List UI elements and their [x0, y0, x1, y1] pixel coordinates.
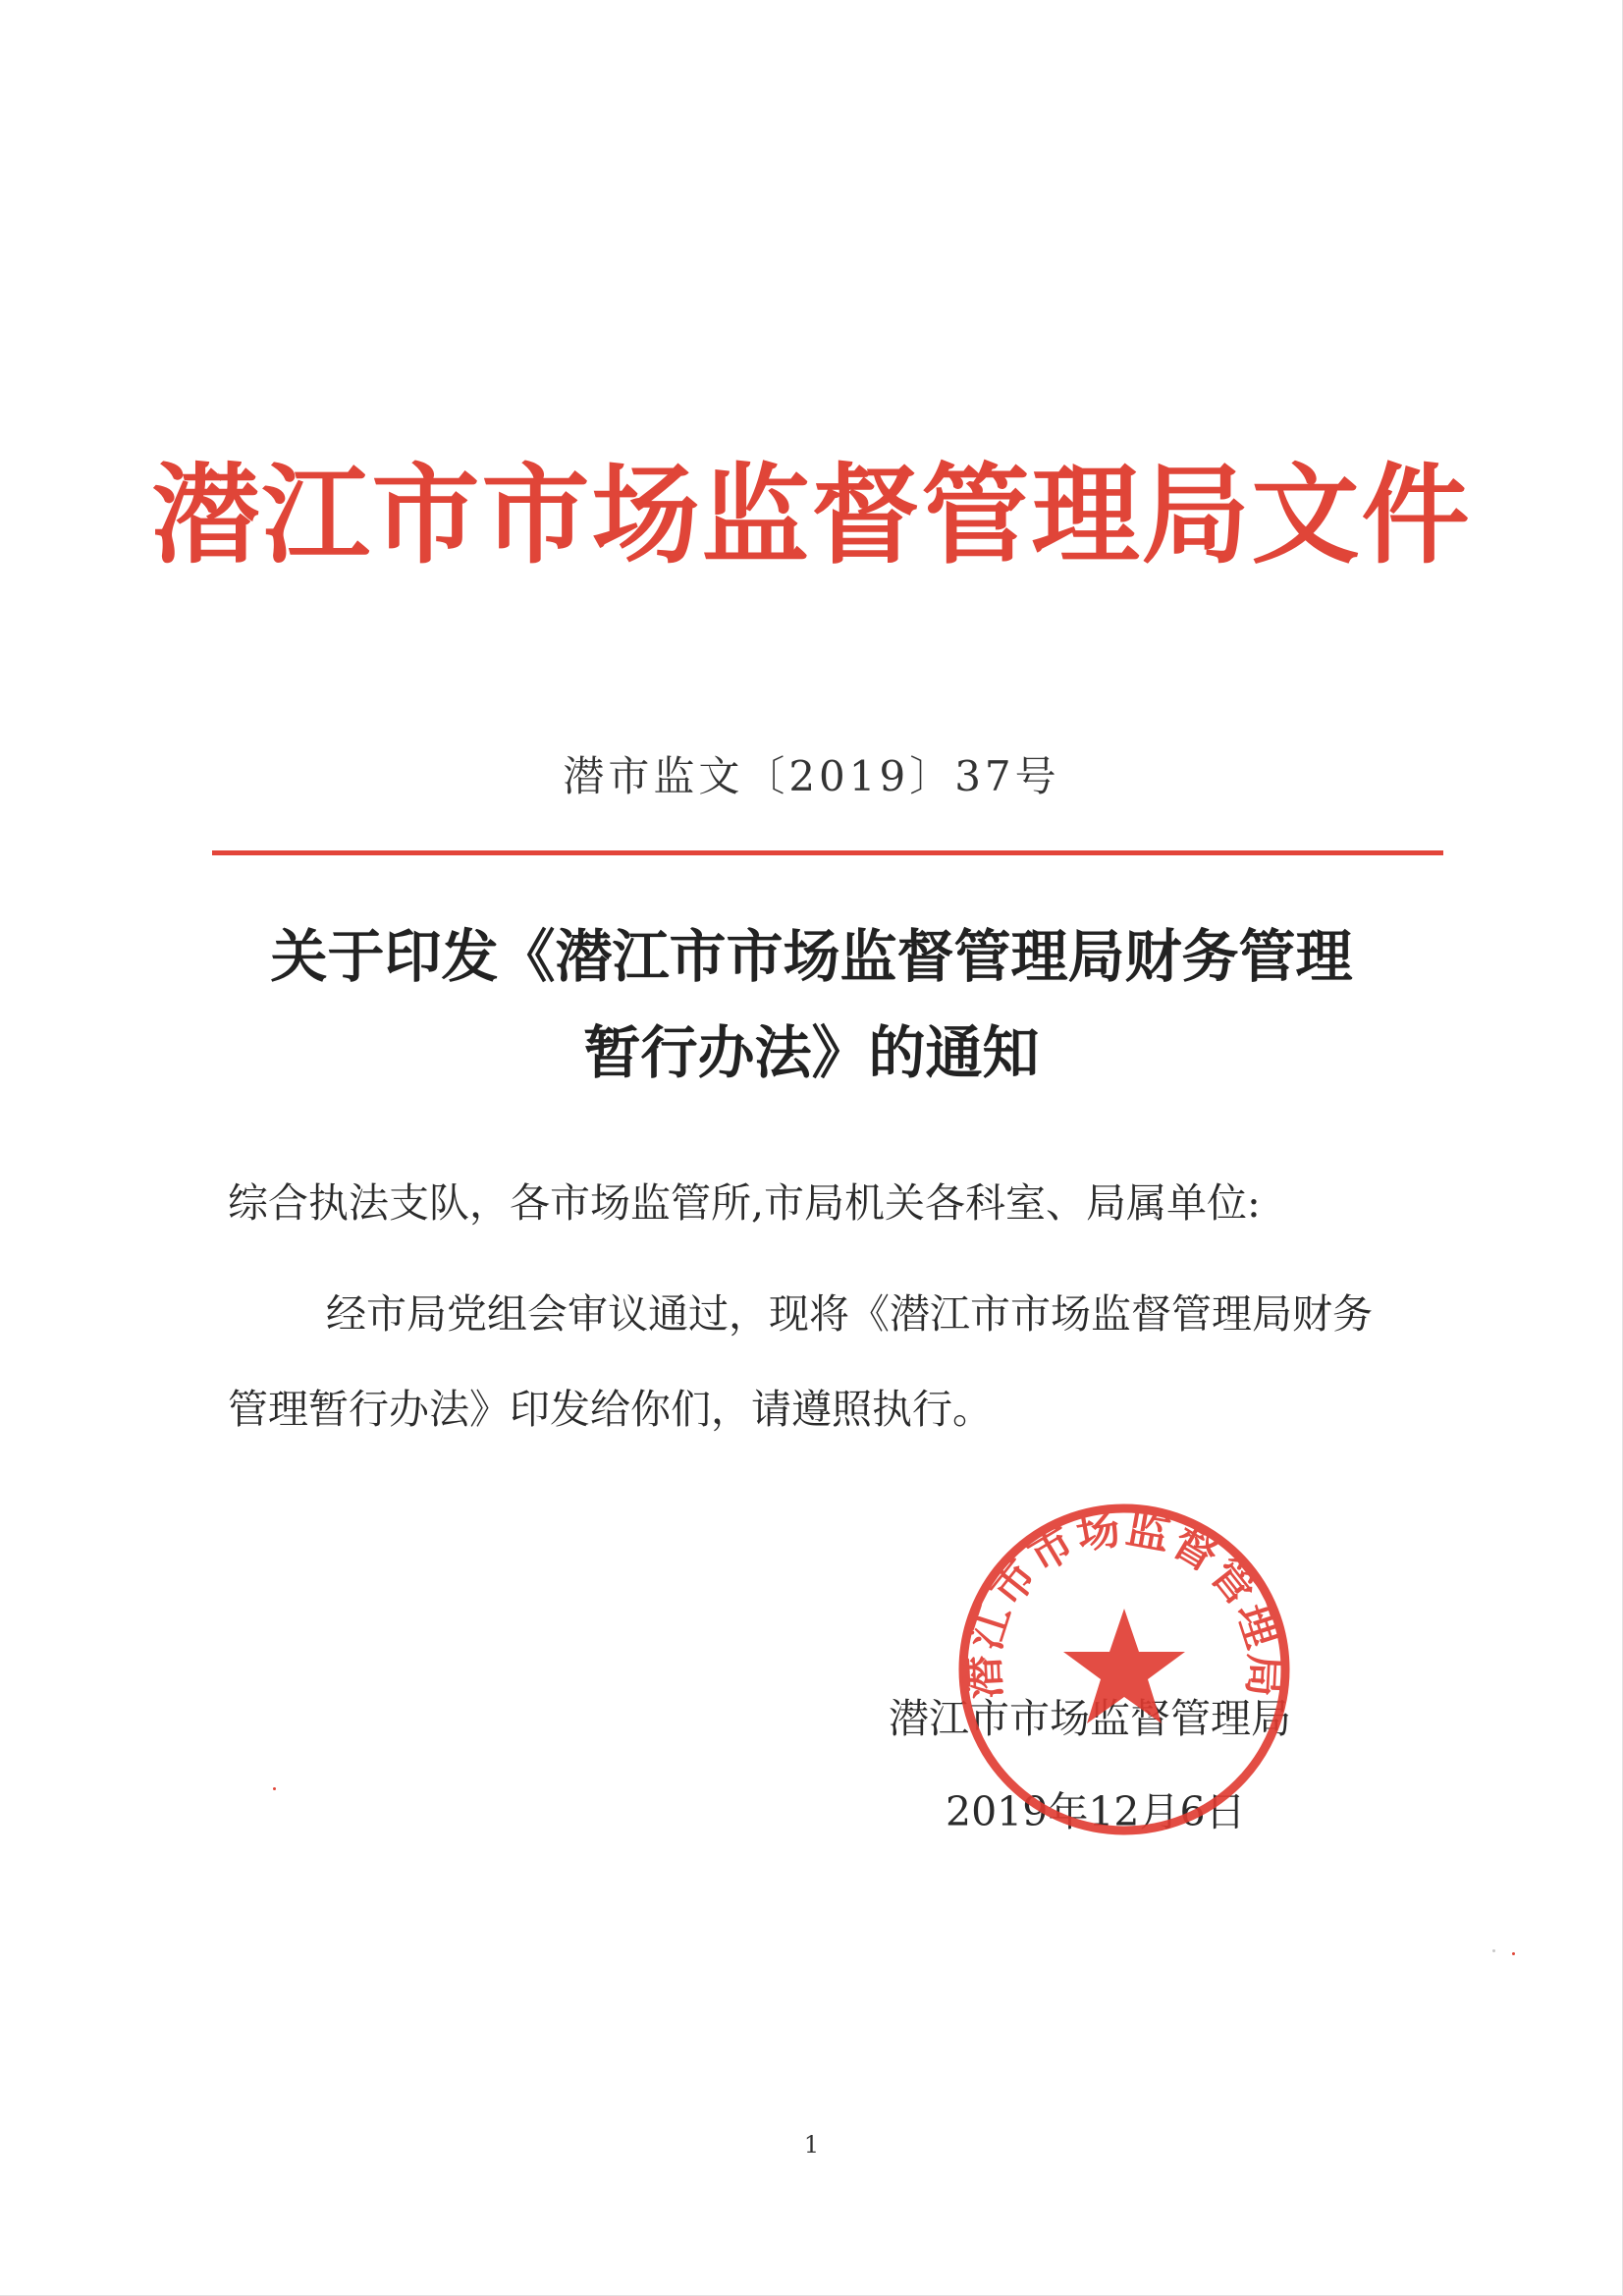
document-header-title: 潜江市市场监督管理局文件: [151, 452, 1472, 578]
document-title-line-2: 暂行办法》的通知: [583, 1019, 1040, 1086]
body-paragraph: [228, 1267, 1445, 1457]
recipients-line: 综合执法支队，各市场监管所,市局机关各科室、局属单位:: [228, 1179, 1261, 1227]
body-paragraph-line-2: 管理暂行办法》印发给你们，请遵照执行。: [228, 1386, 993, 1433]
signature-organization: 潜江市市场监督管理局: [889, 1695, 1291, 1742]
scan-speck: [1512, 1952, 1515, 1955]
document-title-line-1: 关于印发《潜江市市场监督管理局财务管理: [270, 923, 1353, 990]
body-paragraph-line-1: 经市局党组会审议通过，现将《潜江市市场监督管理局财务: [326, 1290, 1373, 1338]
star-icon: [1063, 1609, 1185, 1723]
official-seal: [957, 1503, 1291, 1836]
seal-text: 潜江市市场监督管理局: [958, 1503, 1290, 1701]
document-title: [196, 908, 1427, 1101]
signature-date: 2019年12月6日: [946, 1788, 1246, 1835]
header-divider-line: [212, 850, 1443, 855]
scan-speck: [1492, 1949, 1495, 1952]
document-number: 潜市监文〔2019〕37号: [563, 752, 1060, 800]
scan-speck: [273, 1787, 276, 1790]
page-number: 1: [803, 2131, 820, 2159]
